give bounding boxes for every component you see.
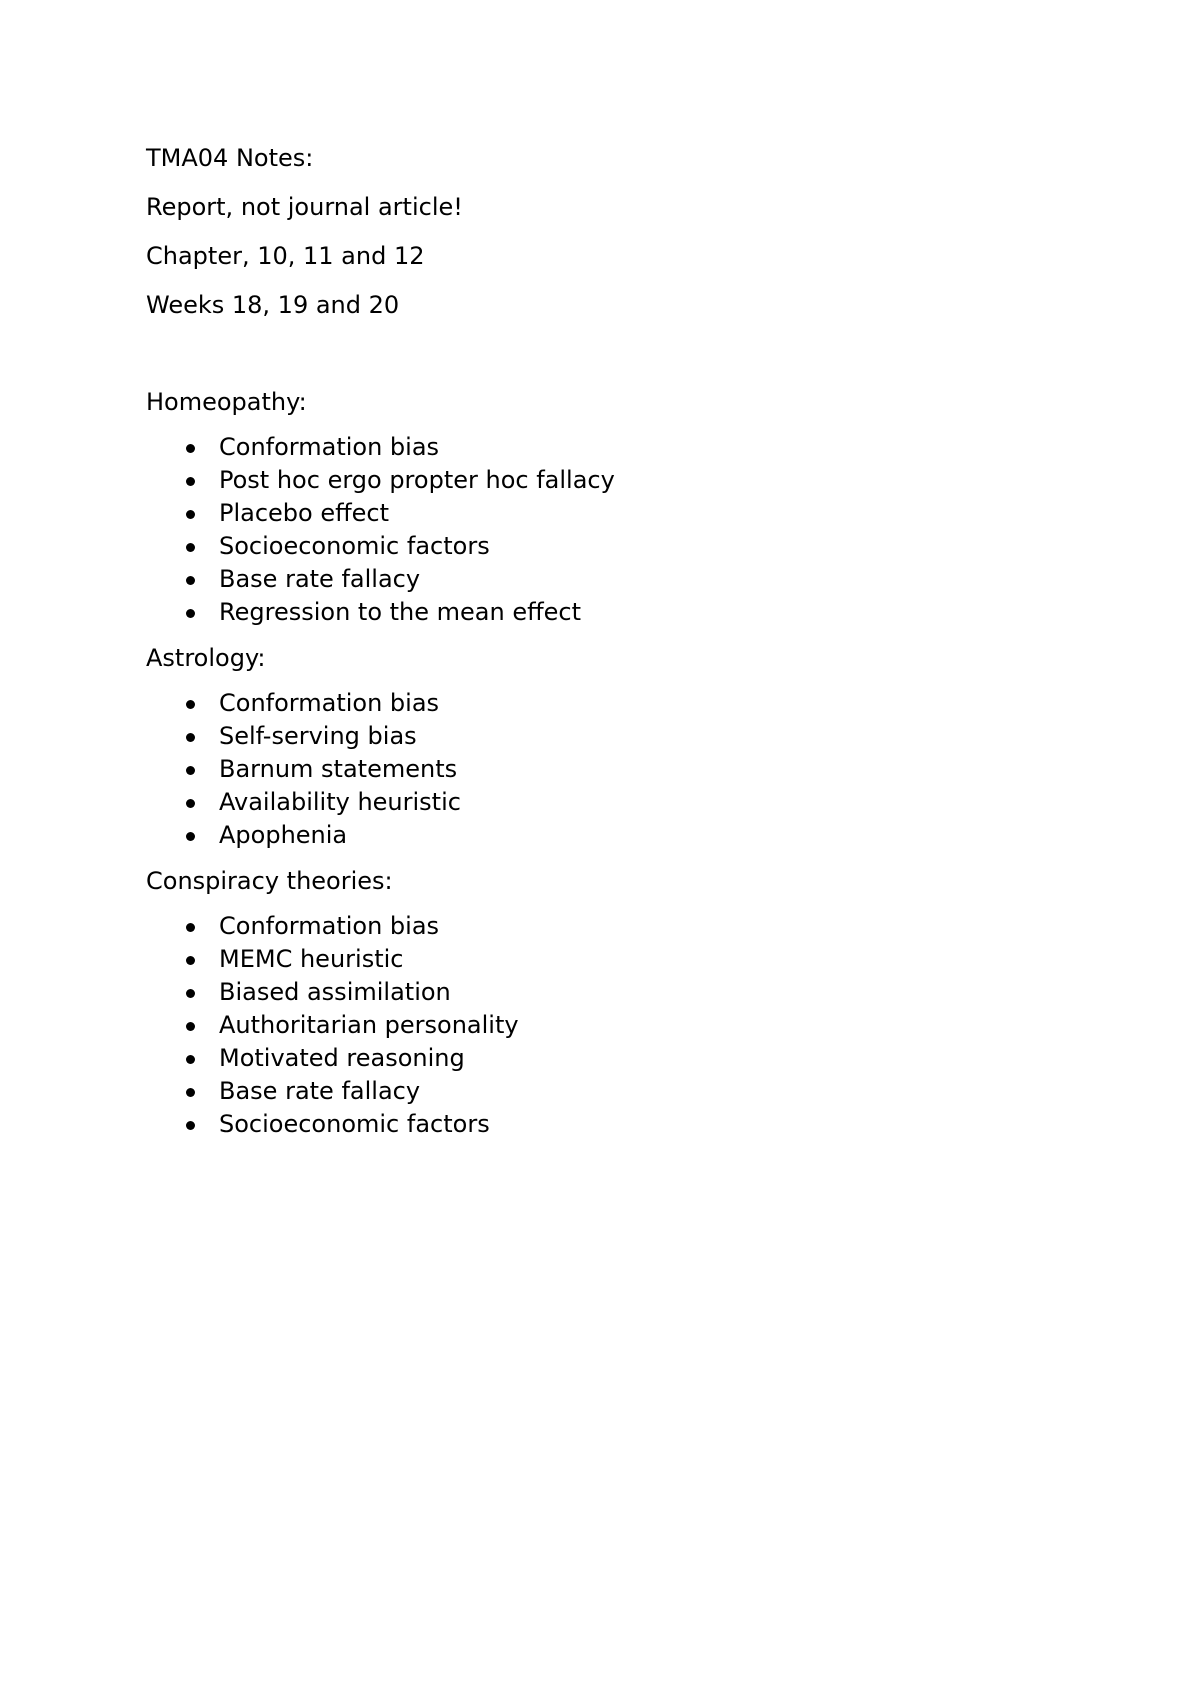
blank-line <box>146 338 1096 386</box>
list-item <box>146 1075 1096 1108</box>
bullet-icon <box>186 1022 195 1031</box>
list-item <box>146 431 1096 464</box>
bullet-icon <box>186 733 195 742</box>
list-item-text: Authoritarian personality <box>219 1011 519 1039</box>
conspiracy-theories-list <box>146 910 1096 1141</box>
bullet-icon <box>186 700 195 709</box>
bullet-icon <box>186 1055 195 1064</box>
list-item <box>146 596 1096 629</box>
notes-title: TMA04 Notes: <box>146 144 314 172</box>
list-item <box>146 819 1096 852</box>
list-item <box>146 1108 1096 1141</box>
document-body <box>146 142 1096 1154</box>
weeks-note: Weeks 18, 19 and 20 <box>146 291 400 319</box>
bullet-icon <box>186 609 195 618</box>
section-heading-astrology: Astrology: <box>146 644 266 672</box>
list-item <box>146 943 1096 976</box>
list-item-text: Conformation bias <box>219 433 440 461</box>
astrology-list <box>146 687 1096 852</box>
list-item-text: MEMC heuristic <box>219 945 404 973</box>
bullet-icon <box>186 543 195 552</box>
list-item-text: Regression to the mean effect <box>219 598 582 626</box>
list-item-text: Socioeconomic factors <box>219 532 490 560</box>
list-item <box>146 910 1096 943</box>
list-item-text: Placebo effect <box>219 499 390 527</box>
list-item <box>146 753 1096 786</box>
list-item <box>146 1009 1096 1042</box>
homeopathy-list <box>146 431 1096 629</box>
list-item <box>146 786 1096 819</box>
list-item <box>146 976 1096 1009</box>
list-item-text: Self-serving bias <box>219 722 417 750</box>
list-item-text: Availability heuristic <box>219 788 461 816</box>
list-item <box>146 687 1096 720</box>
bullet-icon <box>186 1088 195 1097</box>
list-item-text: Conformation bias <box>219 912 440 940</box>
section-heading-conspiracy-theories: Conspiracy theories: <box>146 867 393 895</box>
bullet-icon <box>186 799 195 808</box>
bullet-icon <box>186 832 195 841</box>
chapters-note: Chapter, 10, 11 and 12 <box>146 242 425 270</box>
bullet-icon <box>186 956 195 965</box>
list-item-text: Base rate fallacy <box>219 565 421 593</box>
list-item <box>146 1042 1096 1075</box>
list-item-text: Socioeconomic factors <box>219 1110 490 1138</box>
bullet-icon <box>186 989 195 998</box>
list-item-text: Base rate fallacy <box>219 1077 421 1105</box>
bullet-icon <box>186 766 195 775</box>
list-item-text: Barnum statements <box>219 755 458 783</box>
bullet-icon <box>186 477 195 486</box>
list-item-text: Post hoc ergo propter hoc fallacy <box>219 466 615 494</box>
list-item <box>146 530 1096 563</box>
bullet-icon <box>186 444 195 453</box>
list-item-text: Apophenia <box>219 821 348 849</box>
bullet-icon <box>186 510 195 519</box>
list-item-text: Motivated reasoning <box>219 1044 465 1072</box>
section-heading-homeopathy: Homeopathy: <box>146 388 307 416</box>
bullet-icon <box>186 923 195 932</box>
report-note: Report, not journal article! <box>146 193 463 221</box>
list-item-text: Biased assimilation <box>219 978 451 1006</box>
bullet-icon <box>186 576 195 585</box>
list-item <box>146 497 1096 530</box>
list-item <box>146 563 1096 596</box>
list-item-text: Conformation bias <box>219 689 440 717</box>
bullet-icon <box>186 1121 195 1130</box>
list-item <box>146 464 1096 497</box>
list-item <box>146 720 1096 753</box>
